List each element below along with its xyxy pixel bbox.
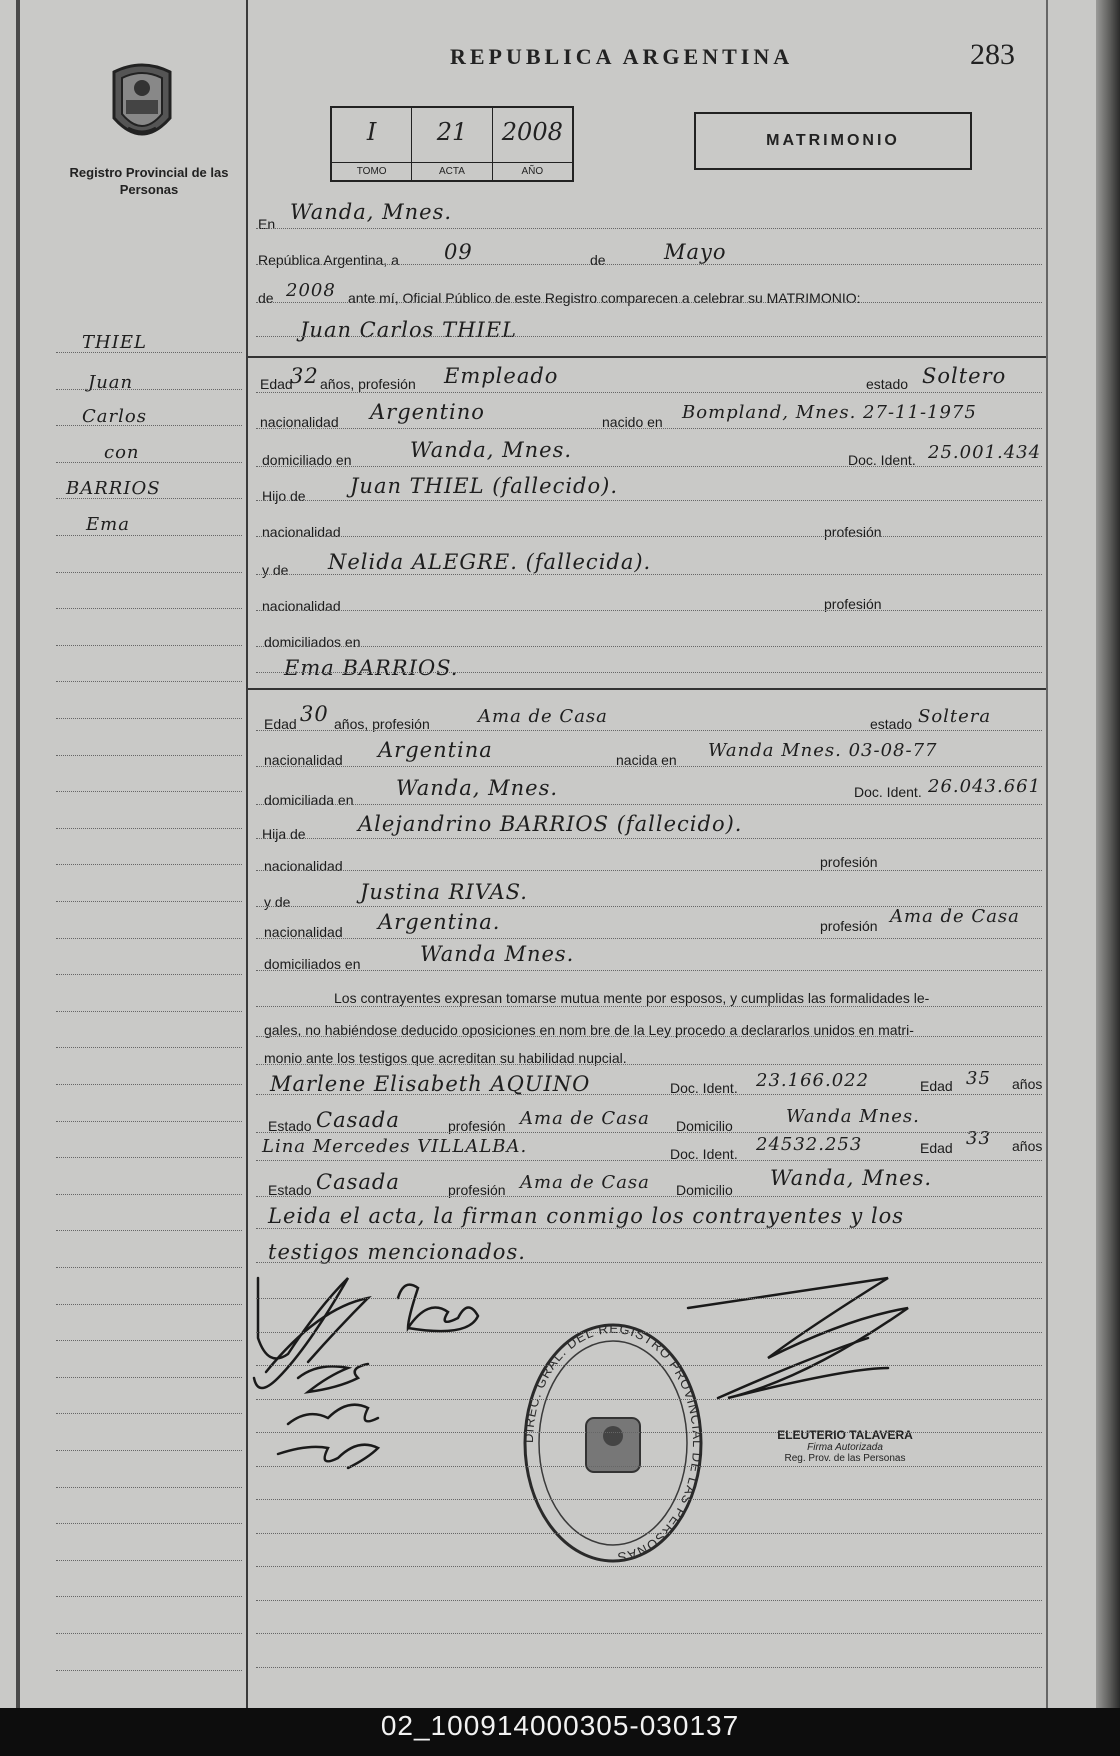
main-rule-line xyxy=(256,1633,1042,1634)
witness-1-edad-label: Edad xyxy=(920,1078,953,1094)
main-rule-line xyxy=(256,228,1042,229)
main-rule-line xyxy=(256,1399,1042,1400)
margin-rule-line xyxy=(56,1121,242,1122)
closing-line-1: Leida el acta, la firman conmigo los contrayentes y los xyxy=(268,1204,905,1228)
margin-rule-line xyxy=(56,572,242,573)
bride-edad-label: Edad xyxy=(264,716,297,732)
page-edge-shadow xyxy=(1096,0,1120,1708)
page-number: 283 xyxy=(970,38,1015,71)
main-rule-line xyxy=(256,870,1042,871)
margin-rule-line xyxy=(56,864,242,865)
main-rule-line xyxy=(256,1298,1042,1299)
margin-bride-surname: BARRIOS xyxy=(66,478,161,499)
main-rule-line xyxy=(256,264,1042,265)
margin-bride-given: Ema xyxy=(86,514,130,535)
witness-2-edad: 33 xyxy=(966,1128,991,1149)
witness-1-domicilio-label: Domicilio xyxy=(676,1118,733,1134)
ante-text: ante mí, Oficial Público de este Registro comparecen a celebrar su MATRIMONIO: xyxy=(348,290,861,306)
main-rule-line xyxy=(256,1566,1042,1567)
main-rule-line xyxy=(256,1262,1042,1263)
main-rule-line xyxy=(256,804,1042,805)
main-rule-line xyxy=(256,1036,1042,1037)
margin-rule-line xyxy=(56,1413,242,1414)
margin-rule-line xyxy=(56,1487,242,1488)
margin-groom-given-2: Carlos xyxy=(82,406,147,427)
margin-rule-line xyxy=(56,535,242,536)
main-rule-line xyxy=(256,1332,1042,1333)
place-value: Wanda, Mnes. xyxy=(290,200,453,224)
main-rule-line xyxy=(256,302,1042,303)
groom-nacido: Bompland, Mnes. 27-11-1975 xyxy=(682,402,977,423)
bride-madre-nac-label: nacionalidad xyxy=(264,924,343,940)
main-rule-line xyxy=(256,1432,1042,1433)
margin-rule-line xyxy=(56,681,242,682)
bride-padre-prof-label: profesión xyxy=(820,854,878,870)
groom-nacido-label: nacido en xyxy=(602,414,663,430)
margin-rule-line xyxy=(56,1157,242,1158)
margin-rule-line xyxy=(56,791,242,792)
de-label: de xyxy=(590,252,606,268)
bride-padre-nac-label: nacionalidad xyxy=(264,858,343,874)
margin-rule-line xyxy=(56,352,242,353)
margin-rule-line xyxy=(56,1560,242,1561)
bride-doc-label: Doc. Ident. xyxy=(854,784,922,800)
witness-2-estado: Casada xyxy=(316,1170,400,1194)
witness-2-doc: 24532.253 xyxy=(756,1134,863,1155)
bride-estado: Soltera xyxy=(918,706,992,727)
main-rule-line xyxy=(256,1600,1042,1601)
acta-cell xyxy=(412,108,492,180)
witness-2-edad-label: Edad xyxy=(920,1140,953,1156)
witness-2-profesion: Ama de Casa xyxy=(520,1172,650,1193)
bride-padres-dom: Wanda Mnes. xyxy=(420,942,575,966)
groom-estado-label: estado xyxy=(866,376,909,392)
groom-anos-profesion-label: años, profesión xyxy=(320,376,416,392)
ano-label: AÑO xyxy=(493,162,572,180)
main-rule-line xyxy=(256,336,1042,337)
bride-full-name: Ema BARRIOS. xyxy=(284,656,459,680)
margin-rule-line xyxy=(56,1011,242,1012)
witness-1-profesion: Ama de Casa xyxy=(520,1108,650,1129)
bride-madre: Justina RIVAS. xyxy=(360,880,528,904)
de2-label: de xyxy=(258,290,274,306)
month-value: Mayo xyxy=(664,240,727,264)
main-rule-line xyxy=(256,1064,1042,1065)
seal-text: DIREC. GRAL. DEL REGISTRO PROVINCIAL DE LAS PERSONAS xyxy=(520,1320,706,1565)
margin-rule-line xyxy=(56,1340,242,1341)
tomo-cell xyxy=(332,108,412,180)
bride-domiciliada-label: domiciliada en xyxy=(264,792,354,808)
bride-nacionalidad: Argentina xyxy=(378,738,493,762)
bride-nacionalidad-label: nacionalidad xyxy=(264,752,343,768)
margin-rule-line xyxy=(56,1194,242,1195)
witness-2-name: Lina Mercedes VILLALBA. xyxy=(262,1136,528,1157)
witness-2-domicilio: Wanda, Mnes. xyxy=(770,1166,933,1190)
margin-rule-line xyxy=(56,1377,242,1378)
main-rule-line xyxy=(256,392,1042,393)
groom-hijo-label: Hijo de xyxy=(262,488,306,504)
main-rule-line xyxy=(256,646,1042,647)
groom-madre-nac-label: nacionalidad xyxy=(262,598,341,614)
bride-edad: 30 xyxy=(300,702,329,726)
groom-nacionalidad: Argentino xyxy=(370,400,485,424)
bride-madre-prof-label: profesión xyxy=(820,918,878,934)
groom-doc-label: Doc. Ident. xyxy=(848,452,916,468)
main-rule-line xyxy=(256,1160,1042,1161)
main-rule-line xyxy=(256,938,1042,939)
margin-rule-line xyxy=(56,938,242,939)
margin-rule-line xyxy=(56,425,242,426)
witness-2-domicilio-label: Domicilio xyxy=(676,1182,733,1198)
official-block xyxy=(770,1428,920,1464)
acta-label: ACTA xyxy=(412,162,491,180)
witness-2-estado-label: Estado xyxy=(268,1182,312,1198)
declaration-line-3: monio ante los testigos que acreditan su habilidad nupcial. xyxy=(264,1050,627,1066)
groom-domicilio: Wanda, Mnes. xyxy=(410,438,573,462)
declaration-line-1: Los contrayentes expresan tomarse mutua mente por esposos, y cumplidas las formalidades le- xyxy=(334,990,930,1006)
bride-madre-prof: Ama de Casa xyxy=(890,906,1020,927)
witness-2-doc-label: Doc. Ident. xyxy=(670,1146,738,1162)
witness-1-domicilio: Wanda Mnes. xyxy=(786,1106,920,1127)
main-rule-line xyxy=(256,610,1042,611)
record-reference-box xyxy=(330,106,574,182)
margin-rule-line xyxy=(56,645,242,646)
groom-padre-prof-label: profesión xyxy=(824,524,882,540)
main-rule-line xyxy=(256,1196,1042,1197)
margin-rule-line xyxy=(56,1267,242,1268)
en-label: En xyxy=(258,216,276,232)
bride-padre: Alejandrino BARRIOS (fallecido). xyxy=(358,812,743,836)
witness-2-profesion-label: profesión xyxy=(448,1182,506,1198)
main-rule-line xyxy=(256,730,1042,731)
main-rule-line xyxy=(256,838,1042,839)
official-office: Reg. Prov. de las Personas xyxy=(784,1453,906,1464)
margin-rule-line xyxy=(56,974,242,975)
closing-line-2: testigos mencionados. xyxy=(268,1240,526,1264)
witness-1-estado-label: Estado xyxy=(268,1118,312,1134)
ano-cell xyxy=(493,108,572,180)
main-rule-line xyxy=(256,574,1042,575)
margin-rule-line xyxy=(56,718,242,719)
main-rule-line xyxy=(256,766,1042,767)
bride-doc: 26.043.661 xyxy=(928,776,1042,797)
bride-padres-dom-label: domiciliados en xyxy=(264,956,361,972)
signatures-graphic xyxy=(248,1268,1096,1608)
margin-rule-line xyxy=(56,755,242,756)
bride-anos-profesion-label: años, profesión xyxy=(334,716,430,732)
tomo-label: TOMO xyxy=(332,162,411,180)
main-rule-line xyxy=(256,466,1042,467)
main-rule-line xyxy=(256,970,1042,971)
main-rule-line xyxy=(256,1499,1042,1500)
official-role: Firma Autorizada xyxy=(807,1442,883,1453)
main-rule-line xyxy=(256,1132,1042,1133)
registry-emblem-icon xyxy=(104,58,180,150)
groom-edad-label: Edad xyxy=(260,376,293,392)
margin-rule-line xyxy=(56,901,242,902)
acta-value: 21 xyxy=(436,118,468,146)
main-rule-line xyxy=(256,1365,1042,1366)
bride-yde-label: y de xyxy=(264,894,291,910)
witness-1-estado: Casada xyxy=(316,1108,400,1132)
day-value: 09 xyxy=(444,240,473,264)
left-margin-line xyxy=(16,0,20,1708)
bride-profesion: Ama de Casa xyxy=(478,706,608,727)
tomo-value: I xyxy=(366,118,377,146)
groom-estado: Soltero xyxy=(922,364,1007,388)
witness-1-edad: 35 xyxy=(966,1068,991,1089)
margin-con: con xyxy=(104,442,140,463)
bride-madre-nac: Argentina. xyxy=(378,910,501,934)
margin-rule-line xyxy=(56,1450,242,1451)
groom-domiciliado-label: domiciliado en xyxy=(262,452,352,468)
margin-rule-line xyxy=(56,828,242,829)
main-rule-line xyxy=(256,536,1042,537)
main-rule-line xyxy=(256,1006,1042,1007)
margin-groom-surname: THIEL xyxy=(82,332,147,353)
margin-rule-line xyxy=(56,1304,242,1305)
year-value: 2008 xyxy=(286,280,336,301)
groom-edad: 32 xyxy=(290,364,319,388)
bride-nacida: Wanda Mnes. 03-08-77 xyxy=(708,740,938,761)
groom-padre-nac-label: nacionalidad xyxy=(262,524,341,540)
registry-label: Registro Provincial de las Personas xyxy=(69,165,229,197)
bride-estado-label: estado xyxy=(870,716,913,732)
main-rule-line xyxy=(256,1533,1042,1534)
margin-rule-line xyxy=(56,1523,242,1524)
header-country: REPUBLICA ARGENTINA xyxy=(450,44,794,69)
witness-1-doc: 23.166.022 xyxy=(756,1070,870,1091)
main-rule-line xyxy=(256,1228,1042,1229)
groom-full-name: Juan Carlos THIEL xyxy=(300,318,517,342)
groom-yde-label: y de xyxy=(262,562,289,578)
bride-nacida-label: nacida en xyxy=(616,752,677,768)
footer-code: 02_100914000305-030137 xyxy=(380,1710,740,1741)
groom-madre-prof-label: profesión xyxy=(824,596,882,612)
groom-padres-dom-label: domiciliados en xyxy=(264,634,361,650)
margin-groom-given-1: Juan xyxy=(88,372,134,393)
margin-rule-line xyxy=(56,608,242,609)
section-divider-2 xyxy=(248,688,1046,690)
margin-rule-line xyxy=(56,1084,242,1085)
ano-value: 2008 xyxy=(501,118,563,146)
margin-rule-line xyxy=(56,1633,242,1634)
groom-profesion: Empleado xyxy=(444,364,559,388)
main-rule-line xyxy=(256,906,1042,907)
witness-1-profesion-label: profesión xyxy=(448,1118,506,1134)
official-name: ELEUTERIO TALAVERA xyxy=(777,1428,913,1442)
witness-1-name: Marlene Elisabeth AQUINO xyxy=(270,1072,591,1096)
margin-rule-line xyxy=(56,462,242,463)
main-rule-line xyxy=(256,1667,1042,1668)
main-rule-line xyxy=(256,500,1042,501)
main-rule-line xyxy=(256,1466,1042,1467)
document-type-box: MATRIMONIO xyxy=(694,112,972,170)
witness-1-doc-label: Doc. Ident. xyxy=(670,1080,738,1096)
section-divider xyxy=(248,356,1046,358)
witness-2-anos-label: años xyxy=(1012,1138,1043,1154)
groom-madre: Nelida ALEGRE. (fallecida). xyxy=(328,550,652,574)
groom-nacionalidad-label: nacionalidad xyxy=(260,414,339,430)
margin-rule-line xyxy=(56,1230,242,1231)
bride-hija-label: Hija de xyxy=(262,826,306,842)
main-rule-line xyxy=(256,1094,1042,1095)
margin-rule-line xyxy=(56,498,242,499)
main-rule-line xyxy=(256,672,1042,673)
groom-padre: Juan THIEL (fallecido). xyxy=(350,474,619,498)
bride-domicilio: Wanda, Mnes. xyxy=(396,776,559,800)
witness-1-anos-label: años xyxy=(1012,1076,1043,1092)
declaration-line-2: gales, no habiéndose deducido oposiciones en nom bre de la Ley procedo a declararlos unidos en matri- xyxy=(264,1022,914,1038)
margin-rule-line xyxy=(56,1047,242,1048)
margin-rule-line xyxy=(56,1596,242,1597)
margin-rule-line xyxy=(56,1670,242,1671)
margin-rule-line xyxy=(56,389,242,390)
groom-doc: 25.001.434 xyxy=(928,442,1042,463)
republica-label: República Argentina, a xyxy=(258,252,399,268)
main-rule-line xyxy=(256,428,1042,429)
